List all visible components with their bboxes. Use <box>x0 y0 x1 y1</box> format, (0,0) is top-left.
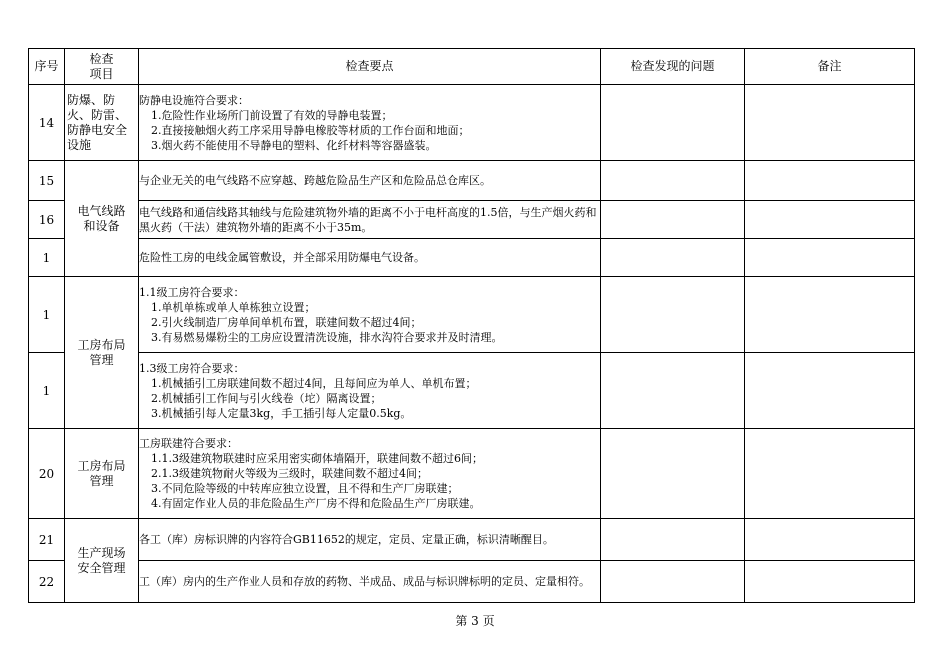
issue-cell[interactable] <box>601 161 745 201</box>
req-point: 2.1.3级建筑物耐火等级为三级时，联建间数不超过4间； <box>151 467 428 480</box>
header-notes: 备注 <box>745 49 915 85</box>
req-point: 1.机械插引工房联建间数不超过4间，且每间应为单人、单机布置； <box>151 376 477 390</box>
table-row <box>29 353 915 429</box>
issue-cell[interactable] <box>601 277 745 353</box>
req-title: 工房联建符合要求： <box>139 437 238 450</box>
row-requirements: 电气线路和通信线路其轴线与危险建筑物外墙的距离不小于电杆高度的1.5倍，与生产烟火药和黑火药（干法）建筑物外墙的距离不小于35m。 <box>139 201 601 239</box>
table-row <box>29 429 915 519</box>
group-label-line1: 工房布局 <box>77 458 126 473</box>
row-item: 防爆、防火、防雷、防静电安全设施 <box>65 85 139 161</box>
row-number: 14 <box>29 85 65 161</box>
req-point: 1.单机单栋或单人单栋独立设置； <box>151 300 316 314</box>
row-requirements <box>139 429 601 519</box>
note-cell[interactable] <box>745 201 915 239</box>
req-point: 3.机械插引每人定量3kg，手工插引每人定量0.5kg。 <box>151 406 412 420</box>
req-point: 3.不同危险等级的中转库应独立设置，且不得和生产厂房联建； <box>151 482 459 495</box>
group-label-line1: 电气线路 <box>77 203 126 218</box>
row-number: 20 <box>29 429 65 519</box>
row-requirements: 与企业无关的电气线路不应穿越、跨越危险品生产区和危险品总仓库区。 <box>139 161 601 201</box>
header-issues: 检查发现的问题 <box>601 49 745 85</box>
req-point: 3.烟火药不能使用不导静电的塑料、化纤材料等容器盛装。 <box>151 138 437 152</box>
header-no: 序号 <box>29 49 65 85</box>
header-requirements: 检查要点 <box>139 49 601 85</box>
req-title: 防静电设施符合要求： <box>139 93 249 107</box>
note-cell[interactable] <box>745 85 915 161</box>
table-row <box>29 519 915 561</box>
req-title: 1.3级工房符合要求： <box>139 361 245 375</box>
row-number: 22 <box>29 561 65 603</box>
req-point: 1.1.3级建筑物联建时应采用密实砌体墙隔开，联建间数不超过6间； <box>151 452 483 465</box>
table-row <box>29 561 915 603</box>
note-cell[interactable] <box>745 561 915 603</box>
group-site-safety <box>65 519 139 603</box>
req-point: 1.危险性作业场所门前设置了有效的导静电装置； <box>151 108 393 122</box>
issue-cell[interactable] <box>601 353 745 429</box>
header-item <box>65 49 139 85</box>
page-number: 第 3 页 <box>455 614 495 628</box>
group-layout-a <box>65 277 139 429</box>
note-cell[interactable] <box>745 161 915 201</box>
row-number: 16 <box>29 201 65 239</box>
row-number: 1 <box>29 277 65 353</box>
note-cell[interactable] <box>745 353 915 429</box>
inspection-table <box>28 48 915 603</box>
group-label-line2: 安全管理 <box>77 560 126 575</box>
row-requirements: 工（库）房内的生产作业人员和存放的药物、半成品、成品与标识牌标明的定员、定量相符。 <box>139 561 601 603</box>
note-cell[interactable] <box>745 519 915 561</box>
group-label-line2: 管理 <box>89 352 114 367</box>
req-point: 2.引火线制造厂房单间单机布置，联建间数不超过4间； <box>151 315 422 329</box>
issue-cell[interactable] <box>601 429 745 519</box>
group-label-line2: 和设备 <box>83 218 120 233</box>
row-requirements <box>139 353 601 429</box>
table-row <box>29 277 915 353</box>
group-electrical <box>65 161 139 277</box>
group-label-line1: 生产现场 <box>77 545 126 560</box>
row-number: 15 <box>29 161 65 201</box>
header-item-line1: 检查 <box>89 51 114 66</box>
group-label-line1: 工房布局 <box>77 337 126 352</box>
issue-cell[interactable] <box>601 239 745 277</box>
note-cell[interactable] <box>745 239 915 277</box>
table-row <box>29 239 915 277</box>
issue-cell[interactable] <box>601 85 745 161</box>
header-item-line2: 项目 <box>89 66 114 81</box>
table-row <box>29 201 915 239</box>
issue-cell[interactable] <box>601 561 745 603</box>
group-layout-b <box>65 429 139 519</box>
issue-cell[interactable] <box>601 519 745 561</box>
req-point: 3.有易燃易爆粉尘的工房应设置清洗设施，排水沟符合要求并及时清理。 <box>151 330 503 344</box>
table-row <box>29 85 915 161</box>
table-row <box>29 161 915 201</box>
group-label-line2: 管理 <box>89 473 114 488</box>
row-requirements <box>139 277 601 353</box>
req-point: 4.有固定作业人员的非危险品生产厂房不得和危险品生产厂房联建。 <box>151 497 481 510</box>
row-requirements: 各工（库）房标识牌的内容符合GB11652的规定，定员、定量正确，标识清晰醒目。 <box>139 519 601 561</box>
issue-cell[interactable] <box>601 201 745 239</box>
note-cell[interactable] <box>745 429 915 519</box>
table-header-row <box>29 49 915 85</box>
req-point: 2.直接接触烟火药工序采用导静电橡胶等材质的工作台面和地面； <box>151 123 470 137</box>
row-requirements <box>139 85 601 161</box>
row-number: 1 <box>29 239 65 277</box>
row-requirements: 危险性工房的电线金属管敷设，并全部采用防爆电气设备。 <box>139 239 601 277</box>
row-number: 1 <box>29 353 65 429</box>
req-title: 1.1级工房符合要求： <box>139 285 245 299</box>
req-point: 2.机械插引工作间与引火线卷（坨）隔离设置； <box>151 391 382 405</box>
note-cell[interactable] <box>745 277 915 353</box>
row-number: 21 <box>29 519 65 561</box>
